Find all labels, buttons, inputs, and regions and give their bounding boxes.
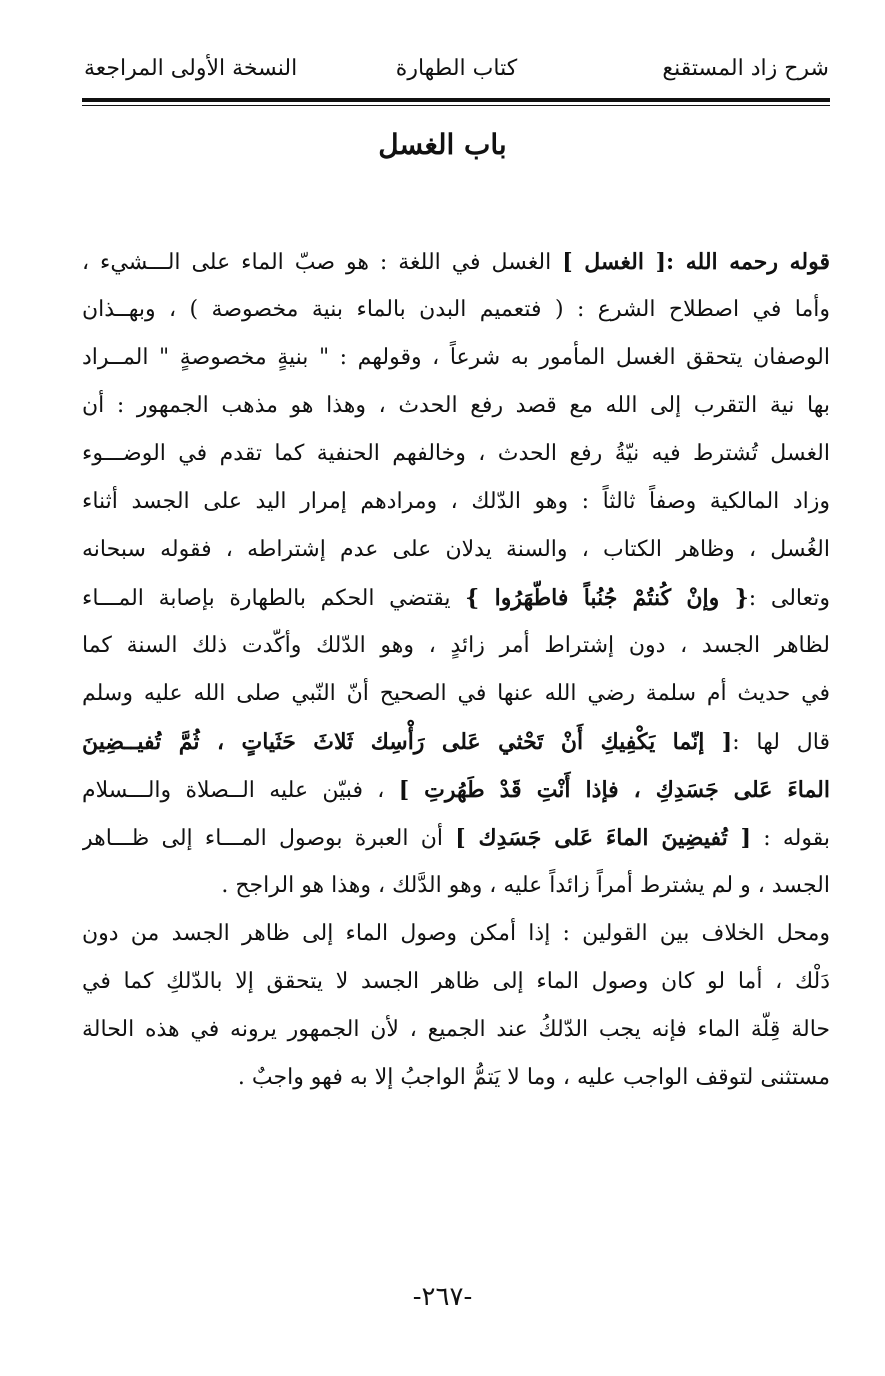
text-span: لظاهر الجسد ، دون إشتراط أمر زائدٍ ، وهو الدّلك وأكّدت ذلك السنة كما	[82, 633, 830, 658]
text-line	[82, 622, 830, 670]
text-line	[82, 910, 830, 958]
page-number: -٢٦٧-	[412, 1282, 473, 1312]
text-span: وزاد المالكية وصفاً ثالثاً : وهو الدّلك ، ومرادهم إمرار اليد على الجسد أثناء	[82, 489, 830, 514]
text-line	[82, 478, 830, 526]
text-span: وتعالى :	[748, 586, 830, 611]
text-line	[82, 526, 830, 574]
running-header	[84, 56, 829, 92]
text-span: حالة قِلّة الماء فإنه يجب الدّلكُ عند الجميع ، لأن الجمهور يرونه في هذه الحالة	[82, 1017, 830, 1042]
text-span: وأما في اصطلاح الشرع : ( فتعميم البدن بالماء بنية مخصوصة ) ، وبهــذان	[82, 297, 830, 322]
text-span: ، فبيّن عليه الــصلاة والـــسلام	[82, 778, 399, 803]
text-span: الغُسل ، وظاهر الكتاب ، والسنة يدلان على عدم إشتراطه ، فقوله سبحانه	[82, 537, 830, 562]
chapter-title: باب الغسل	[378, 128, 507, 161]
text-line	[82, 814, 830, 862]
quoted-text: [ إنّما يَكْفِيكِ أَنْ تَحْثي عَلى رَأْسِك ثَلاثَ حَثَياتٍ ، ثُمَّ تُفيــضِينَ	[82, 729, 733, 755]
header-rule-thick	[82, 98, 830, 102]
header-book-title: شرح زاد المستقنع	[662, 56, 829, 81]
text-line	[82, 430, 830, 478]
text-line	[82, 286, 830, 334]
text-span: الغسل في اللغة : هو صبّ الماء على الـــشيء ،	[82, 250, 563, 275]
text-line	[82, 718, 830, 766]
text-span: الوصفان يتحقق الغسل المأمور به شرعاً ، وقولهم : " بنيةٍ مخصوصةٍ " المــراد	[82, 345, 830, 370]
text-span: بها نية التقرب إلى الله مع قصد رفع الحدث ، وهذا هو مذهب الجمهور : أن	[82, 393, 830, 418]
header-rule-thin	[82, 105, 830, 106]
body-text	[82, 238, 830, 1102]
text-span: دَلْك ، أما لو كان وصول الماء إلى ظاهر الجسد لا يتحقق إلا بالدّلكِ كما في	[82, 969, 830, 994]
text-span: الجسد ، و لم يشترط أمراً زائداً عليه ، وهو الدَّلك ، وهذا هو الراجح .	[221, 873, 830, 898]
text-line	[82, 766, 830, 814]
text-line	[82, 670, 830, 718]
text-line	[82, 1054, 830, 1102]
text-span: قال لها :	[732, 730, 830, 755]
quoted-text: [ تُفيضِينَ الماءَ عَلى جَسَدِك ]	[455, 825, 752, 851]
text-span: في حديث أم سلمة رضي الله عنها في الصحيح أنّ النّبي صلى الله عليه وسلم	[82, 681, 830, 706]
text-line	[82, 862, 830, 910]
text-span: الغسل تُشترط فيه نيّةُ رفع الحدث ، وخالفهم الحنفية كما تقدم في الوضـــوء	[82, 441, 830, 466]
quoted-text: قوله رحمه الله :[ الغسل ]	[562, 249, 830, 275]
text-span: ومحل الخلاف بين القولين : إذا أمكن وصول الماء إلى ظاهر الجسد من دون	[82, 921, 830, 946]
text-span: يقتضي الحكم بالطهارة بإصابة المـــاء	[82, 586, 466, 611]
text-span: بقوله :	[751, 826, 830, 851]
quoted-text: الماءَ عَلى جَسَدِكِ ، فإذا أَنْتِ قَدْ طَهُرتِ ]	[398, 777, 830, 803]
text-line	[82, 574, 830, 622]
text-line	[82, 382, 830, 430]
text-span: أن العبرة بوصول المـــاء إلى ظـــاهر	[82, 826, 456, 851]
text-line	[82, 1006, 830, 1054]
quoted-text: { وإنْ كُنتُمْ جُنُباً فاطّهَرُوا }	[465, 585, 749, 611]
text-line	[82, 334, 830, 382]
text-line	[82, 238, 830, 286]
text-span: مستثنى لتوقف الواجب عليه ، وما لا يَتمُّ الواجبُ إلا به فهو واجبٌ .	[237, 1065, 830, 1090]
header-edition: النسخة الأولى المراجعة	[84, 56, 298, 81]
header-chapter: كتاب الطهارة	[395, 56, 518, 81]
text-line	[82, 958, 830, 1006]
